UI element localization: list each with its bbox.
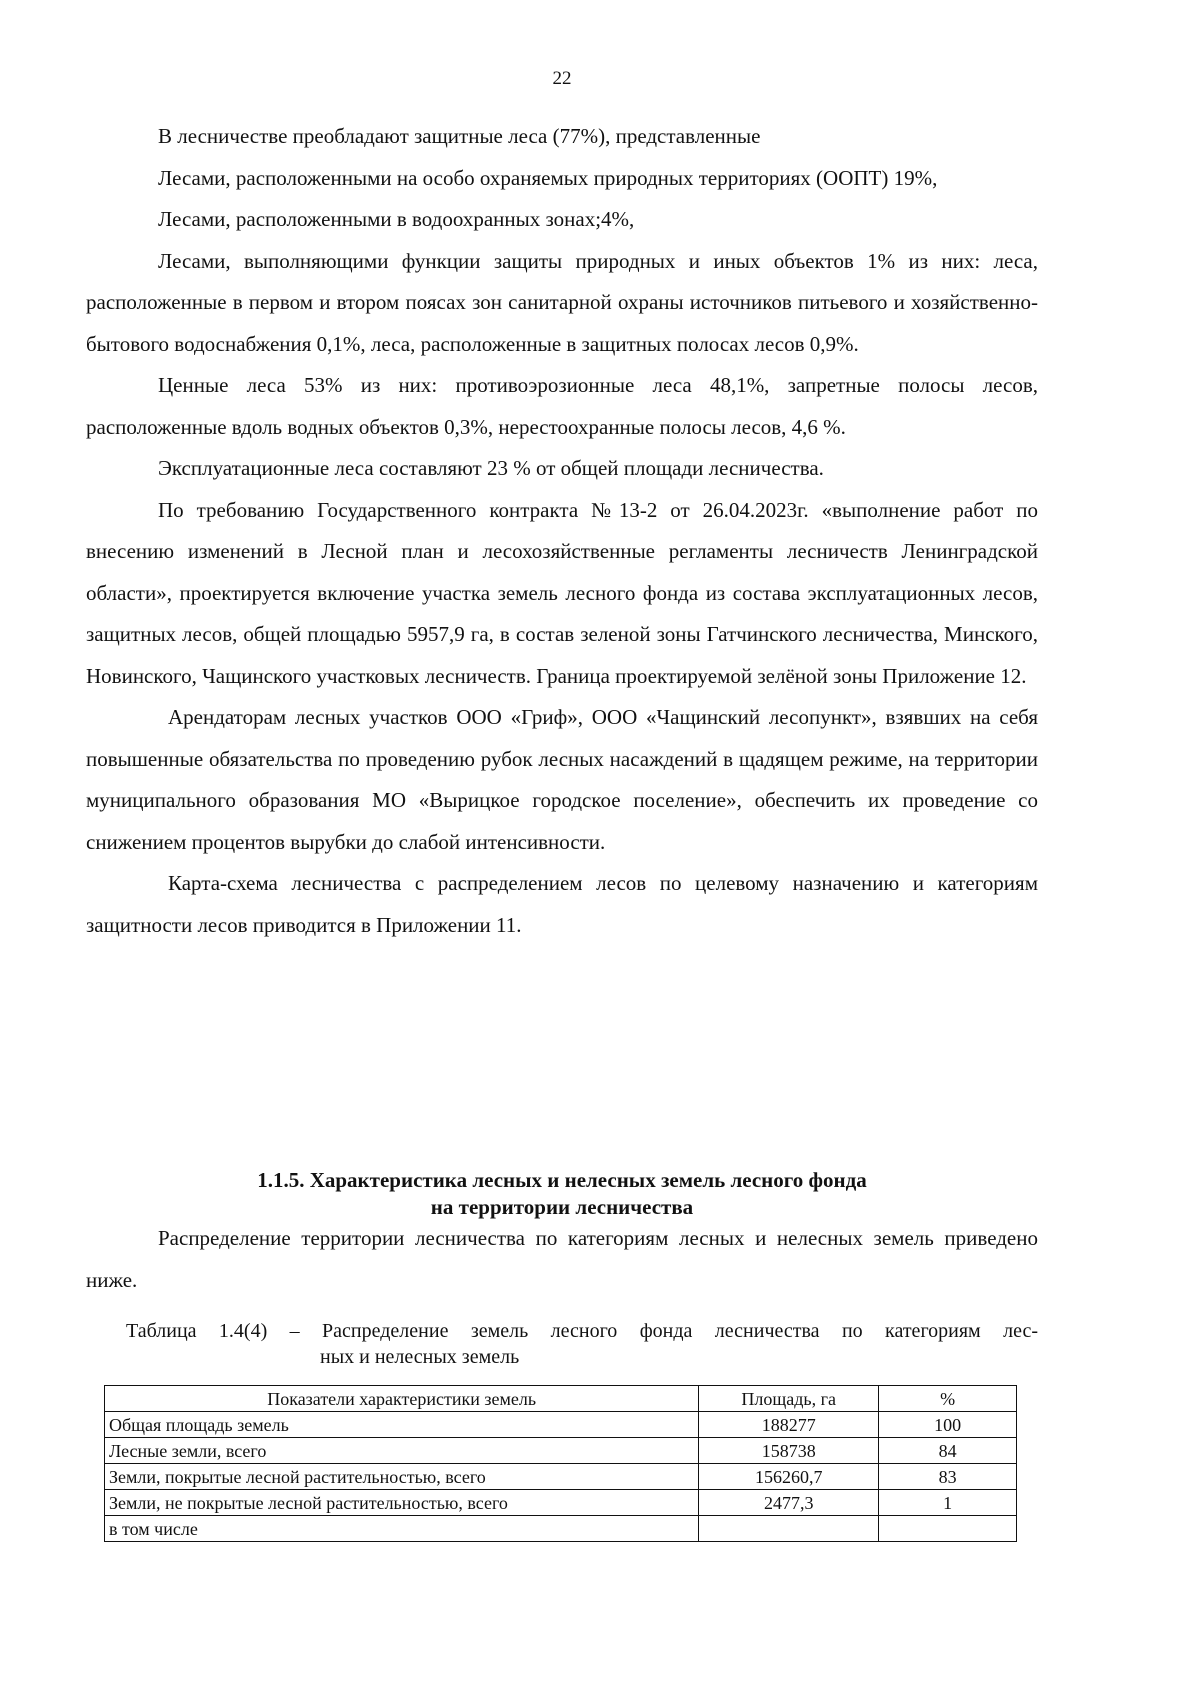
paragraph: Ценные леса 53% из них: противоэрозионные леса 48,1%, запретные полосы лесов, расположенные вдоль водных объектов 0,3%, нерестоохранные полосы лесов, 4,6 %. [86,373,1038,439]
paragraph: Арендаторам лесных участков ООО «Гриф», ООО «Чащинский лесопункт», взявших на себя повышенные обязательства по проведению рубок лесных насаждений в щадящем режиме, на территории муниципального образования МО «Вырицкое городское поселение», обеспечить их проведение со снижением процентов вырубки до слабой интенсивности. [86,705,1038,854]
table-header-row [105,1386,1017,1412]
section-heading [86,1167,1038,1221]
table-cell: 100 [879,1412,1017,1438]
paragraph: Карта-схема лесничества с распределением лесов по целевому назначению и категориям защитности лесов приводится в Приложении 11. [86,871,1038,937]
table-cell: 158738 [699,1438,879,1464]
table-cell: 188277 [699,1412,879,1438]
table-header-cell: Показатели характеристики земель [105,1386,699,1412]
table-row [105,1490,1017,1516]
section-heading-line: на территории лесничества [430,1195,694,1219]
paragraph: В лесничестве преобладают защитные леса (77%), представленные [158,124,761,148]
section-intro [86,1218,1038,1301]
paragraph: Распределение территории лесничества по категориям лесных и нелесных земель приведено ниже. [86,1226,1038,1292]
table-header-cell: % [879,1386,1017,1412]
paragraph: По требованию Государственного контракта №13-2 от 26.04.2023г. «выполнение работ по внесению изменений в Лесной план и лесохозяйственные регламенты лесничеств Ленинградской области», проектируется включение участка земель лесного фонда из состава эксплуатационных лесов, защитных лесов, общей площадью 5957,9 га, в состав зеленой зоны Гатчинского лесничества, Минского, Новинского, Чащинского участковых лесничеств. Граница проектируемой зелёной зоны Приложение 12. [86,497,1038,688]
paragraph: Лесами, выполняющими функции защиты природных и иных объектов 1% из них: леса, расположенные в первом и втором поясах зон санитарной охраны источников питьевого и хозяйственно-бытового водоснабжения 0,1%, леса, расположенные в защитных полосах лесов 0,9%. [86,248,1038,356]
section-heading-line: 1.1.5. Характеристика лесных и нелесных земель лесного фонда [257,1168,867,1192]
table-cell: 156260,7 [699,1464,879,1490]
table-cell [699,1516,879,1542]
table-cell: Земли, покрытые лесной растительностью, всего [105,1464,699,1490]
table-cell: 84 [879,1438,1017,1464]
table-header-cell: Площадь, га [699,1386,879,1412]
table-caption-line: Таблица 1.4(4) – Распределение земель лесного фонда лесничества по категориям лес- [126,1320,1038,1342]
table-row [105,1516,1017,1542]
page-number: 22 [552,68,572,89]
table-caption [86,1318,1038,1370]
table-cell: в том числе [105,1516,699,1542]
table-cell: Земли, не покрытые лесной растительностью, всего [105,1490,699,1516]
paragraph: Лесами, расположенными на особо охраняемых природных территориях (ООПТ) 19%, [158,165,938,190]
table-cell: 1 [879,1490,1017,1516]
paragraph: Лесами, расположенными в водоохранных зонах;4%, [158,207,635,231]
table-cell: 2477,3 [699,1490,879,1516]
table-row [105,1464,1017,1490]
table-cell [879,1516,1017,1542]
table-cell: Общая площадь земель [105,1412,699,1438]
table-row [105,1438,1017,1464]
paragraph: Эксплуатационные леса составляют 23 % от общей площади лесничества. [158,456,824,480]
body-text [86,116,1038,946]
table-cell: 83 [879,1464,1017,1490]
table-caption-line: ных и нелесных земель [320,1346,520,1368]
land-categories-table [104,1385,1017,1542]
table-row [105,1412,1017,1438]
table-cell: Лесные земли, всего [105,1438,699,1464]
